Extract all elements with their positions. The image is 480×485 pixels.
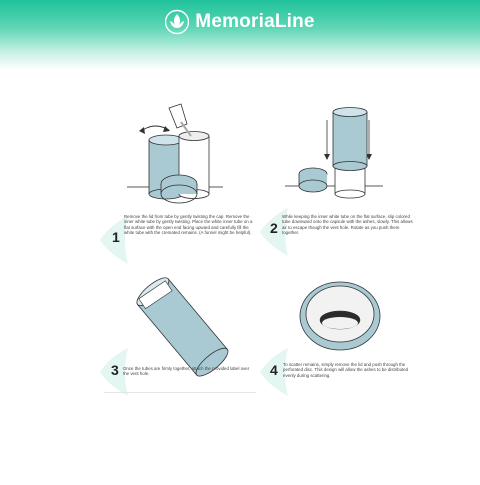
step-2-number: 2 [270,220,278,236]
step-3-number: 3 [111,362,119,378]
leaf-lotus-icon [165,9,189,35]
brand-name: MemoriaLine [195,11,315,32]
brand-logo[interactable] [0,6,480,38]
step-4-number: 4 [270,362,278,378]
step-3-divider [104,392,256,393]
step-1-number: 1 [112,229,120,245]
step-1-text: Remove the lid from tube by gently twisting the cap. Remove the inner white tube by gently twisting. Place the white inner tube on a flat surface with the open end facing upward and carefully fill the white tube with the cremated remains. (A funnel might be helpful). [124,214,253,236]
step-1-illustration [125,100,283,224]
step-2-text: While keeping the inner white tube on the flat surface, slip colored tube downward onto the capsule with the ashes, slowly. This allows air to escape though the vent hole. Rotate as you push them together. [282,214,413,236]
step-3-text: Once the tubes are firmly together, attach the provided label over the vent hole. [123,366,250,377]
step-4-text: To scatter remains, simply remove the lid and push through the perforated disc. This design will allow the ashes to be distributed evenly during scattering. [283,362,409,378]
step-2-illustration [285,100,443,224]
